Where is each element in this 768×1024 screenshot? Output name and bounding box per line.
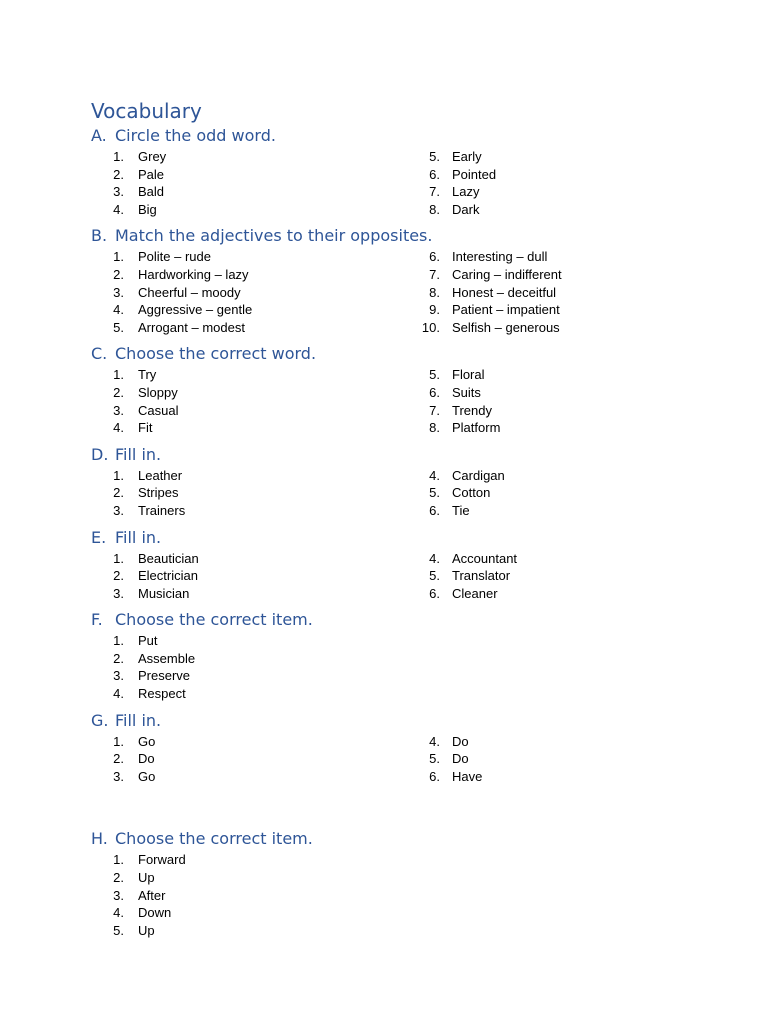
item-text: Floral (452, 367, 485, 383)
list-item (91, 366, 406, 384)
item-text: Casual (138, 402, 179, 418)
item-number: 3. (113, 284, 124, 300)
item-number: 6. (429, 585, 440, 601)
item-number: 7. (429, 266, 440, 282)
item-text: Pointed (452, 166, 497, 182)
list-item (406, 419, 691, 437)
item-text: Go (138, 733, 156, 749)
section-heading (91, 608, 691, 632)
section-spacer (91, 791, 691, 827)
item-text: Leather (138, 467, 183, 483)
list-item (91, 904, 406, 922)
section-heading (91, 709, 691, 733)
item-text: Respect (138, 686, 186, 702)
list-item (406, 201, 691, 219)
list-item (406, 550, 691, 568)
section-letter: A. (91, 126, 107, 145)
item-text: Cheerful – moody (138, 284, 241, 300)
item-text: Stripes (138, 485, 179, 501)
list-item (91, 567, 406, 585)
item-text: After (138, 887, 166, 903)
section-heading-text: Fill in. (115, 527, 162, 547)
exercise-section (91, 709, 691, 786)
item-number: 3. (113, 184, 124, 200)
item-text: Suits (452, 384, 481, 400)
item-number: 6. (429, 249, 440, 265)
answer-list-right (406, 248, 691, 336)
answer-list-left (91, 248, 406, 336)
sections-container (91, 124, 691, 939)
item-number: 3. (113, 668, 124, 684)
list-item (91, 183, 406, 201)
item-text: Trendy (452, 402, 492, 418)
list-item (406, 183, 691, 201)
item-number: 3. (113, 502, 124, 518)
item-number: 5. (429, 485, 440, 501)
answer-list-left (91, 550, 406, 603)
item-text: Beautician (138, 550, 199, 566)
list-item (91, 266, 406, 284)
list-item (91, 768, 406, 786)
list-item (91, 922, 406, 940)
item-number: 5. (429, 367, 440, 383)
item-text: Go (138, 768, 156, 784)
list-item (91, 419, 406, 437)
section-heading-text: Circle the odd word. (115, 126, 276, 145)
list-item (91, 851, 406, 869)
list-item (91, 284, 406, 302)
exercise-section (91, 526, 691, 603)
item-number: 2. (113, 568, 124, 584)
answer-list-right (406, 467, 691, 520)
item-number: 3. (113, 887, 124, 903)
item-text: Have (452, 768, 483, 784)
document-title: Vocabulary (91, 99, 202, 123)
answer-list-right (406, 366, 691, 436)
exercise-section (91, 342, 691, 436)
answer-list-right (406, 632, 691, 702)
section-heading (91, 443, 691, 467)
item-text: Honest – deceitful (452, 284, 557, 300)
item-number: 4. (113, 302, 124, 318)
list-item (91, 750, 406, 768)
item-text: Musician (138, 585, 190, 601)
item-number: 5. (113, 319, 124, 335)
list-item (91, 550, 406, 568)
answer-list-left (91, 148, 406, 218)
item-number: 3. (113, 768, 124, 784)
list-item (91, 869, 406, 887)
answer-list-right (406, 733, 691, 786)
item-number: 6. (429, 166, 440, 182)
list-item (406, 768, 691, 786)
item-number: 1. (113, 733, 124, 749)
item-number: 4. (429, 467, 440, 483)
section-letter: F. (91, 610, 103, 630)
item-text: Platform (452, 420, 501, 436)
list-item (406, 502, 691, 520)
answer-list-left (91, 733, 406, 786)
list-item (406, 284, 691, 302)
item-text: Forward (138, 852, 186, 868)
item-number: 1. (113, 633, 124, 649)
item-number: 7. (429, 184, 440, 200)
list-item (91, 384, 406, 402)
item-text: Sloppy (138, 384, 178, 400)
item-number: 6. (429, 768, 440, 784)
list-item (406, 733, 691, 751)
answer-columns (91, 366, 691, 436)
item-number: 4. (113, 201, 124, 217)
item-number: 1. (113, 550, 124, 566)
list-item (406, 248, 691, 266)
item-text: Do (138, 751, 155, 767)
list-item (91, 201, 406, 219)
answer-list-right (406, 148, 691, 218)
item-number: 2. (113, 266, 124, 282)
item-text: Cotton (452, 485, 491, 501)
item-number: 5. (429, 149, 440, 164)
list-item (91, 632, 406, 650)
list-item (91, 319, 406, 337)
list-item (406, 484, 691, 502)
list-item (91, 248, 406, 266)
list-item (91, 166, 406, 184)
section-letter: D. (91, 444, 109, 464)
answer-list-right (406, 550, 691, 603)
item-text: Lazy (452, 184, 480, 200)
item-number: 7. (429, 402, 440, 418)
item-number: 4. (429, 550, 440, 566)
item-text: Put (138, 633, 158, 649)
item-text: Selfish – generous (452, 319, 560, 335)
item-number: 4. (113, 420, 124, 436)
item-text: Down (138, 905, 172, 921)
list-item (406, 166, 691, 184)
list-item (406, 266, 691, 284)
answer-list-left (91, 366, 406, 436)
item-text: Early (452, 149, 482, 164)
item-number: 5. (113, 922, 124, 938)
list-item (91, 502, 406, 520)
section-letter: C. (91, 344, 108, 364)
list-item (406, 319, 691, 337)
item-text: Grey (138, 149, 167, 164)
item-text: Preserve (138, 668, 191, 684)
item-text: Dark (452, 201, 480, 217)
item-text: Electrician (138, 568, 198, 584)
exercise-section (91, 124, 691, 218)
item-number: 2. (113, 384, 124, 400)
answer-columns (91, 467, 691, 520)
exercise-section (91, 443, 691, 520)
list-item (406, 567, 691, 585)
item-number: 5. (429, 751, 440, 767)
answer-columns (91, 148, 691, 218)
item-number: 2. (113, 485, 124, 501)
answer-columns (91, 733, 691, 786)
item-text: Interesting – dull (452, 249, 548, 265)
item-number: 1. (113, 852, 124, 868)
item-number: 6. (429, 502, 440, 518)
item-text: Trainers (138, 502, 186, 518)
section-heading-text: Choose the correct item. (115, 610, 313, 630)
item-text: Up (138, 922, 155, 938)
item-text: Aggressive – gentle (138, 302, 253, 318)
list-item (406, 750, 691, 768)
list-item (91, 733, 406, 751)
item-number: 5. (429, 568, 440, 584)
list-item (406, 301, 691, 319)
item-number: 8. (429, 201, 440, 217)
list-item (91, 650, 406, 668)
section-heading (91, 342, 691, 366)
item-text: Do (452, 751, 469, 767)
document-page (91, 98, 691, 945)
item-text: Arrogant – modest (138, 319, 245, 335)
item-number: 1. (113, 467, 124, 483)
item-number: 3. (113, 402, 124, 418)
section-heading (91, 827, 691, 851)
answer-list-left (91, 851, 406, 939)
list-item (406, 402, 691, 420)
item-number: 2. (113, 751, 124, 767)
list-item (91, 402, 406, 420)
item-number: 1. (113, 249, 124, 265)
section-heading-text: Fill in. (115, 444, 162, 464)
answer-list-left (91, 632, 406, 702)
item-text: Do (452, 733, 469, 749)
list-item (91, 148, 406, 166)
item-text: Big (138, 201, 157, 217)
list-item (406, 366, 691, 384)
answer-columns (91, 851, 691, 939)
item-text: Patient – impatient (452, 302, 560, 318)
answer-columns (91, 550, 691, 603)
list-item (406, 148, 691, 166)
list-item (91, 467, 406, 485)
item-text: Caring – indifferent (452, 266, 562, 282)
section-heading-text: Choose the correct item. (115, 829, 313, 849)
answer-columns (91, 632, 691, 702)
item-number: 2. (113, 870, 124, 886)
item-text: Pale (138, 166, 165, 182)
list-item (406, 384, 691, 402)
item-text: Hardworking – lazy (138, 266, 249, 282)
item-number: 4. (113, 686, 124, 702)
section-letter: B. (91, 226, 108, 246)
list-item (406, 467, 691, 485)
exercise-section (91, 827, 691, 939)
section-letter: E. (91, 527, 107, 547)
section-letter: G. (91, 710, 109, 730)
section-letter: H. (91, 829, 108, 849)
list-item (91, 484, 406, 502)
item-text: Accountant (452, 550, 518, 566)
answer-list-right (406, 851, 691, 939)
item-text: Fit (138, 420, 153, 436)
item-number: 9. (429, 302, 440, 318)
item-text: Bald (138, 184, 165, 200)
answer-list-left (91, 467, 406, 520)
list-item (91, 667, 406, 685)
item-number: 3. (113, 585, 124, 601)
item-number: 10. (421, 319, 440, 335)
list-item (91, 301, 406, 319)
item-number: 4. (113, 905, 124, 921)
item-text: Cardigan (452, 467, 505, 483)
item-text: Assemble (138, 650, 196, 666)
section-heading (91, 124, 691, 148)
section-heading-text: Choose the correct word. (115, 344, 317, 364)
list-item (406, 585, 691, 603)
item-number: 2. (113, 650, 124, 666)
list-item (91, 887, 406, 905)
item-number: 6. (429, 384, 440, 400)
item-number: 1. (113, 149, 124, 164)
item-text: Translator (452, 568, 511, 584)
item-number: 2. (113, 166, 124, 182)
item-number: 8. (429, 420, 440, 436)
exercise-section (91, 224, 691, 336)
item-text: Up (138, 870, 155, 886)
section-heading (91, 224, 691, 248)
item-text: Cleaner (452, 585, 498, 601)
item-text: Tie (452, 502, 470, 518)
answer-columns (91, 248, 691, 336)
item-text: Polite – rude (138, 249, 211, 265)
exercise-section (91, 608, 691, 702)
section-heading-text: Match the adjectives to their opposites. (115, 226, 433, 246)
item-number: 4. (429, 733, 440, 749)
item-number: 8. (429, 284, 440, 300)
list-item (91, 685, 406, 703)
item-number: 1. (113, 367, 124, 383)
section-heading (91, 526, 691, 550)
section-heading-text: Fill in. (115, 710, 162, 730)
list-item (91, 585, 406, 603)
item-text: Try (138, 367, 157, 383)
